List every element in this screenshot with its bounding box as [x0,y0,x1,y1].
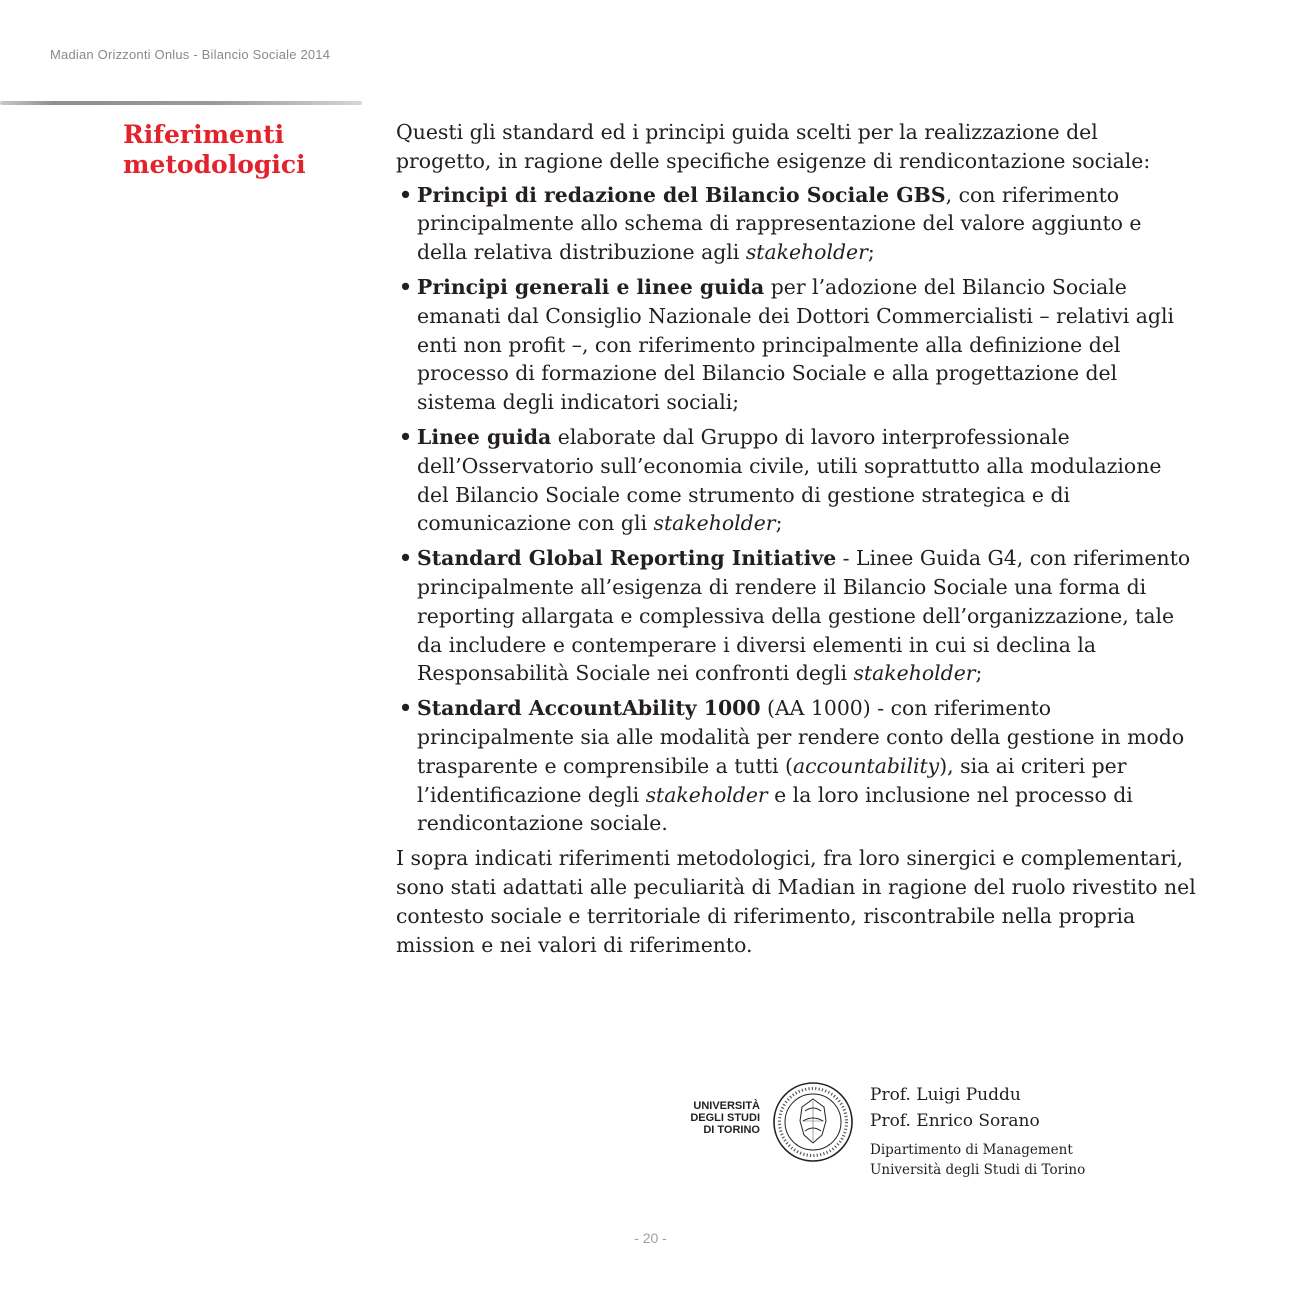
university-seal-icon [772,1081,854,1163]
signer-name-1: Prof. Luigi Puddu [870,1085,1021,1105]
list-item-cndc [396,273,1196,417]
department: Dipartimento di Management [870,1142,1073,1158]
list-item-title: Linee guida [417,424,552,449]
list-item-text: , con riferimento principalmente allo schema di rappresentazione del valore aggiunto e della relativa distribuzione agli [417,182,1142,265]
body-content [396,118,1196,959]
list-item-emphasis: stakeholder [653,511,776,536]
list-item-title: Principi di redazione del Bilancio Sociale GBS [417,182,946,207]
list-item-text: elaborate dal Gruppo di lavoro interprofessionale dell’Osservatorio sull’economia civile, utili soprattutto alla modulazione del Bilancio Sociale come strumento di gestione strategica e di comunicazione con gli [417,424,1162,536]
bullet-icon: • [399,546,413,571]
list-item-end: ; [775,511,783,536]
bullet-icon: • [399,424,413,449]
list-item-emphasis-2: stakeholder [645,782,768,807]
list-item-gri [396,544,1196,688]
list-item-emphasis: stakeholder [853,661,976,686]
section-title-line-1: Riferimenti [123,120,285,149]
list-item-end: ; [975,661,983,686]
bullet-icon: • [399,274,413,299]
signature-block [680,1078,1200,1188]
standards-list [396,181,1196,839]
section-title-line-2: metodologici [123,150,306,179]
list-item-text: (AA 1000) - con riferimento principalmente sia alle modalità per rendere conto della gestione in modo trasparente e comprensibile a tutti ( [417,696,1185,778]
list-item-emphasis: stakeholder [745,240,868,265]
university-wordmark [690,1100,760,1136]
list-item-linee-guida [396,423,1196,538]
list-item-aa1000 [396,694,1196,838]
list-item-end: ; [867,240,875,265]
list-item-end: e la loro inclusione nel processo di rendicontazione sociale. [417,782,1133,836]
header-divider [0,101,362,105]
list-item-emphasis: accountability [792,753,940,778]
bullet-icon: • [399,696,413,721]
list-item-text-2: ), sia ai criteri per l’identificazione degli [417,753,1127,807]
signers [870,1082,1085,1180]
running-header: Madian Orizzonti Onlus - Bilancio Sociale 2014 [50,47,331,62]
list-item-title: Standard Global Reporting Initiative [417,546,837,571]
list-item-title: Principi generali e linee guida [417,274,765,299]
institution: Università degli Studi di Torino [870,1162,1086,1178]
list-item-text: per l’adozione del Bilancio Sociale emanati dal Consiglio Nazionale dei Dottori Commercialisti – relativi agli enti non profit –, con riferimento principalmente alla definizione del processo di formazione del Bilancio Sociale e alla progettazione del sistema degli indicatori sociali; [417,274,1174,415]
page-number: - 20 - [634,1230,667,1246]
signer-name-2: Prof. Enrico Sorano [870,1111,1040,1131]
university-line-3: DI TORINO [703,1124,760,1136]
list-item-gbs [396,181,1196,267]
list-item-title: Standard AccountAbility 1000 [417,696,761,721]
list-item-text: - Linee Guida G4, con riferimento principalmente all’esigenza di rendere il Bilancio Sociale una forma di reporting allargata e complessiva della gestione dell’organizzazione, tale da includere e contemperare i diversi elementi in cui si declina la Responsabilità Sociale nei confronti degli [417,546,1191,686]
section-title [123,120,363,180]
intro-paragraph: Questi gli standard ed i principi guida scelti per la realizzazione del progetto, in ragione delle specifiche esigenze di rendicontazione sociale: [396,120,1151,173]
bullet-icon: • [399,182,413,207]
closing-paragraph: I sopra indicati riferimenti metodologici, fra loro sinergici e complementari, sono stati adattati alle peculiarità di Madian in ragione del ruolo rivestito nel contesto sociale e territoriale di riferimento, riscontrabile nella propria mission e nei valori di riferimento. [396,846,1196,957]
university-line-2: DEGLI STUDI [690,1112,760,1124]
university-line-1: UNIVERSITÀ [693,1100,760,1112]
